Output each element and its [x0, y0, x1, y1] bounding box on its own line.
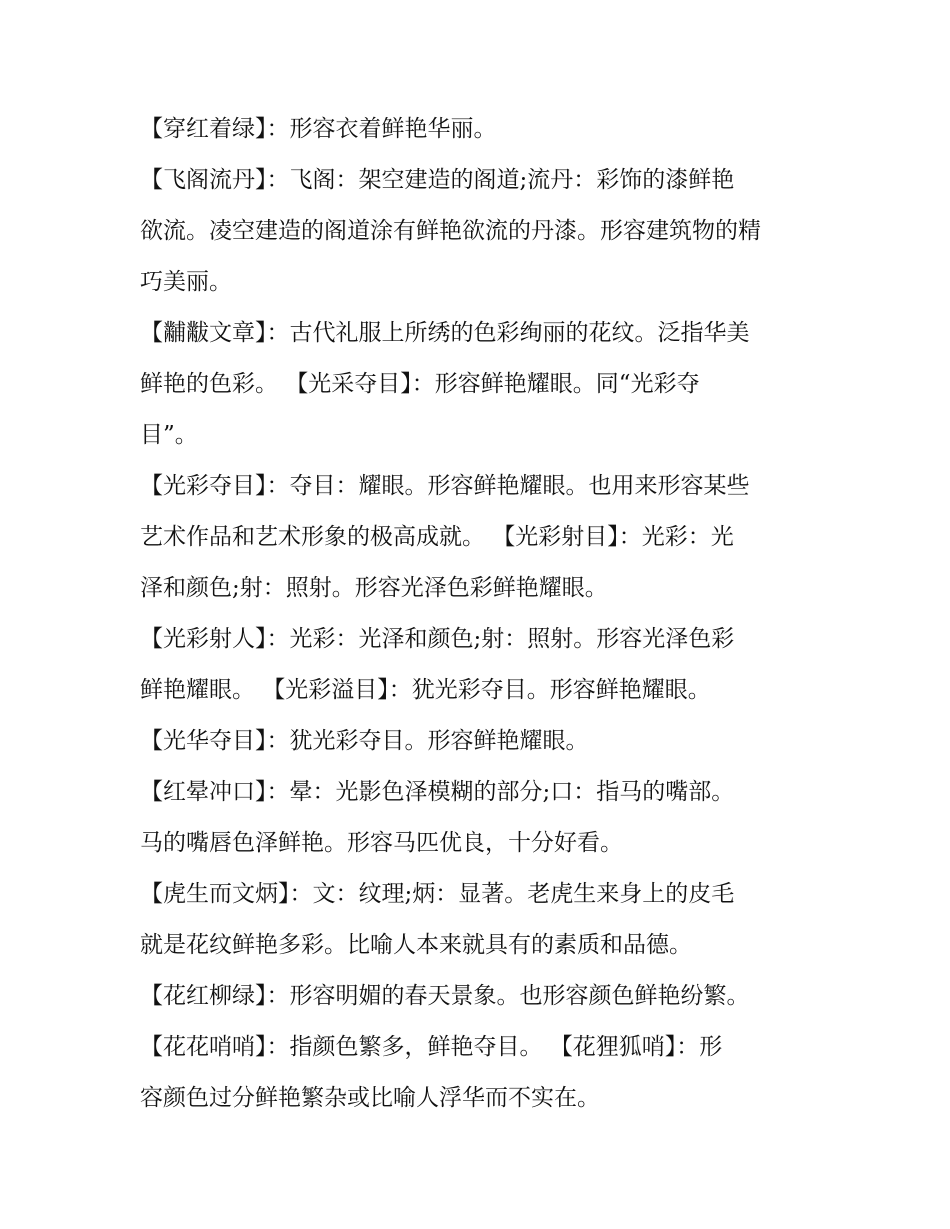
text-line: 巧美丽。 [140, 269, 232, 295]
text-line: 欲流。凌空建造的阁道涂有鲜艳欲流的丹漆。形容建筑物的精 [140, 218, 761, 244]
text-line: 【黼黻文章】：古代礼服上所绣的色彩绚丽的花纹。泛指华美 [140, 320, 750, 346]
text-line: 泽和颜色;射：照射。形容光泽色彩鲜艳耀眼。 [140, 575, 608, 601]
text-line: 就是花纹鲜艳多彩。比喻人本来就具有的素质和品德。 [140, 932, 692, 958]
text-line: 【光彩射人】：光彩：光泽和颜色;射：照射。形容光泽色彩 [140, 626, 735, 652]
text-line: 【花花哨哨】：指颜色繁多，鲜艳夺目。 【花狸狐哨】：形 [140, 1034, 723, 1060]
text-line: 【飞阁流丹】：飞阁：架空建造的阁道;流丹：彩饰的漆鲜艳 [140, 167, 735, 193]
text-line: 【光华夺目】：犹光彩夺目。形容鲜艳耀眼。 [140, 728, 589, 754]
text-line: 马的嘴唇色泽鲜艳。形容马匹优良，十分好看。 [140, 830, 623, 856]
text-line: 【穿红着绿】：形容衣着鲜艳华丽。 [140, 116, 497, 142]
text-line: 鲜艳耀眼。 【光彩溢目】：犹光彩夺目。形容鲜艳耀眼。 [140, 677, 711, 703]
text-line: 【光彩夺目】：夺目：耀眼。形容鲜艳耀眼。也用来形容某些 [140, 473, 750, 499]
text-line: 目”。 [140, 422, 198, 448]
text-line: 【花红柳绿】：形容明媚的春天景象。也形容颜色鲜艳纷繁。 [140, 983, 750, 1009]
text-line: 容颜色过分鲜艳繁杂或比喻人浮华而不实在。 [140, 1085, 600, 1111]
document-body [140, 104, 815, 1124]
text-line: 【虎生而文炳】：文：纹理;炳：显著。老虎生来身上的皮毛 [140, 881, 735, 907]
text-line: 【红晕冲口】：晕：光影色泽模糊的部分;口：指马的嘴部。 [140, 779, 735, 805]
text-line: 艺术作品和艺术形象的极高成就。 【光彩射目】：光彩：光 [140, 524, 734, 550]
text-line: 鲜艳的色彩。 【光采夺目】：形容鲜艳耀眼。同“光彩夺 [140, 371, 700, 397]
